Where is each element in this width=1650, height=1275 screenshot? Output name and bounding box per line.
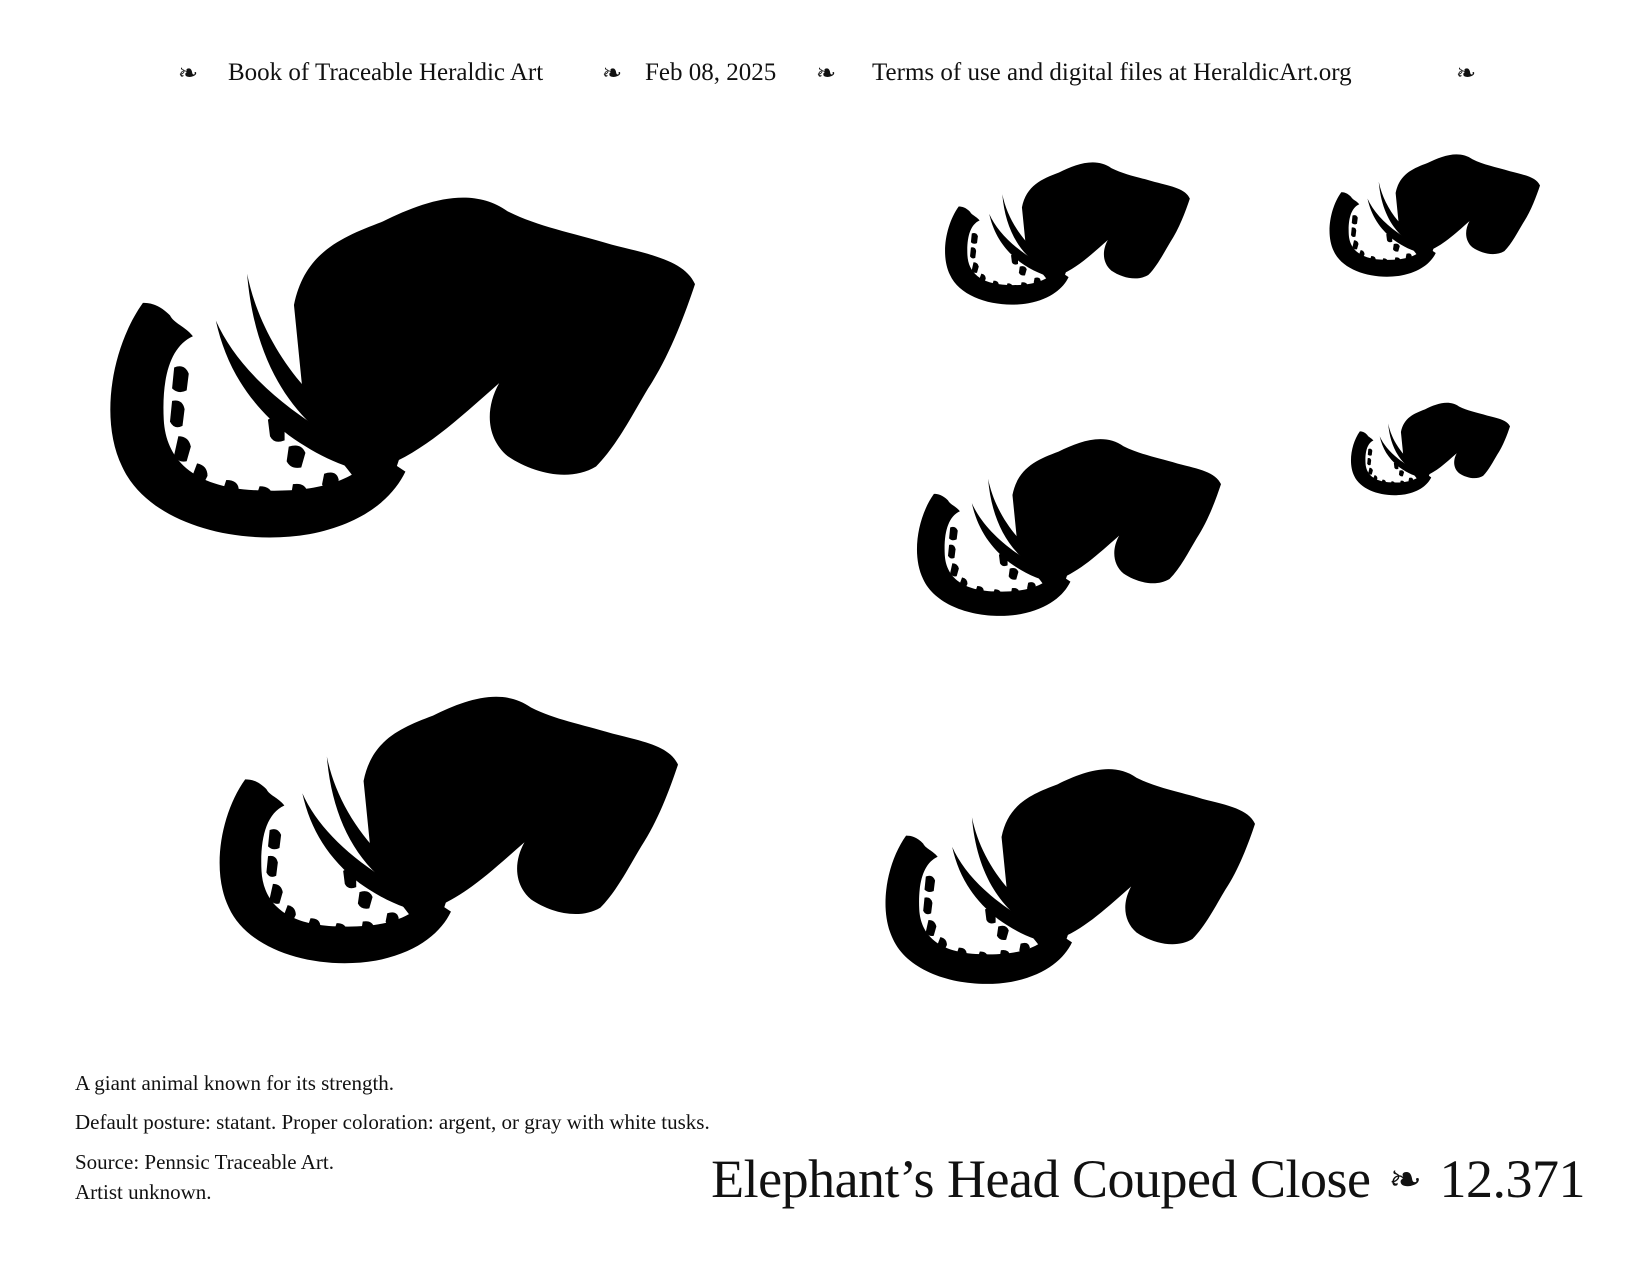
fleuron-icon: ❧ [178, 61, 199, 87]
elephant-head-image [70, 180, 695, 555]
artist-line: Artist unknown. [75, 1180, 212, 1204]
elephant-head-image [1315, 148, 1540, 283]
elephant-head-image [928, 155, 1190, 312]
fleuron-icon: ❧ [602, 61, 623, 87]
elephant-head-image [860, 758, 1255, 995]
elephant-head-image [896, 430, 1221, 625]
description-line: Default posture: statant. Proper coloration: argent, or gray with white tusks. [75, 1110, 710, 1134]
header-date: Feb 08, 2025 [645, 59, 777, 86]
fleuron-icon: ❧ [1456, 61, 1477, 87]
description-line: A giant animal known for its strength. [75, 1071, 395, 1095]
terms-link[interactable]: Terms of use and digital files at HeraldicArt.org [872, 59, 1352, 86]
plate-title [711, 1148, 1585, 1210]
fleuron-icon: ❧ [1388, 1157, 1422, 1202]
plate-number: 12.371 [1439, 1149, 1585, 1209]
page-header [0, 55, 1650, 95]
book-title: Book of Traceable Heraldic Art [228, 59, 544, 86]
elephant-head-image [1340, 398, 1510, 500]
fleuron-icon: ❧ [816, 61, 837, 87]
elephant-head-image [188, 683, 678, 977]
title-name: Elephant’s Head Couped Close [711, 1149, 1371, 1209]
source-line: Source: Pennsic Traceable Art. [75, 1150, 334, 1174]
